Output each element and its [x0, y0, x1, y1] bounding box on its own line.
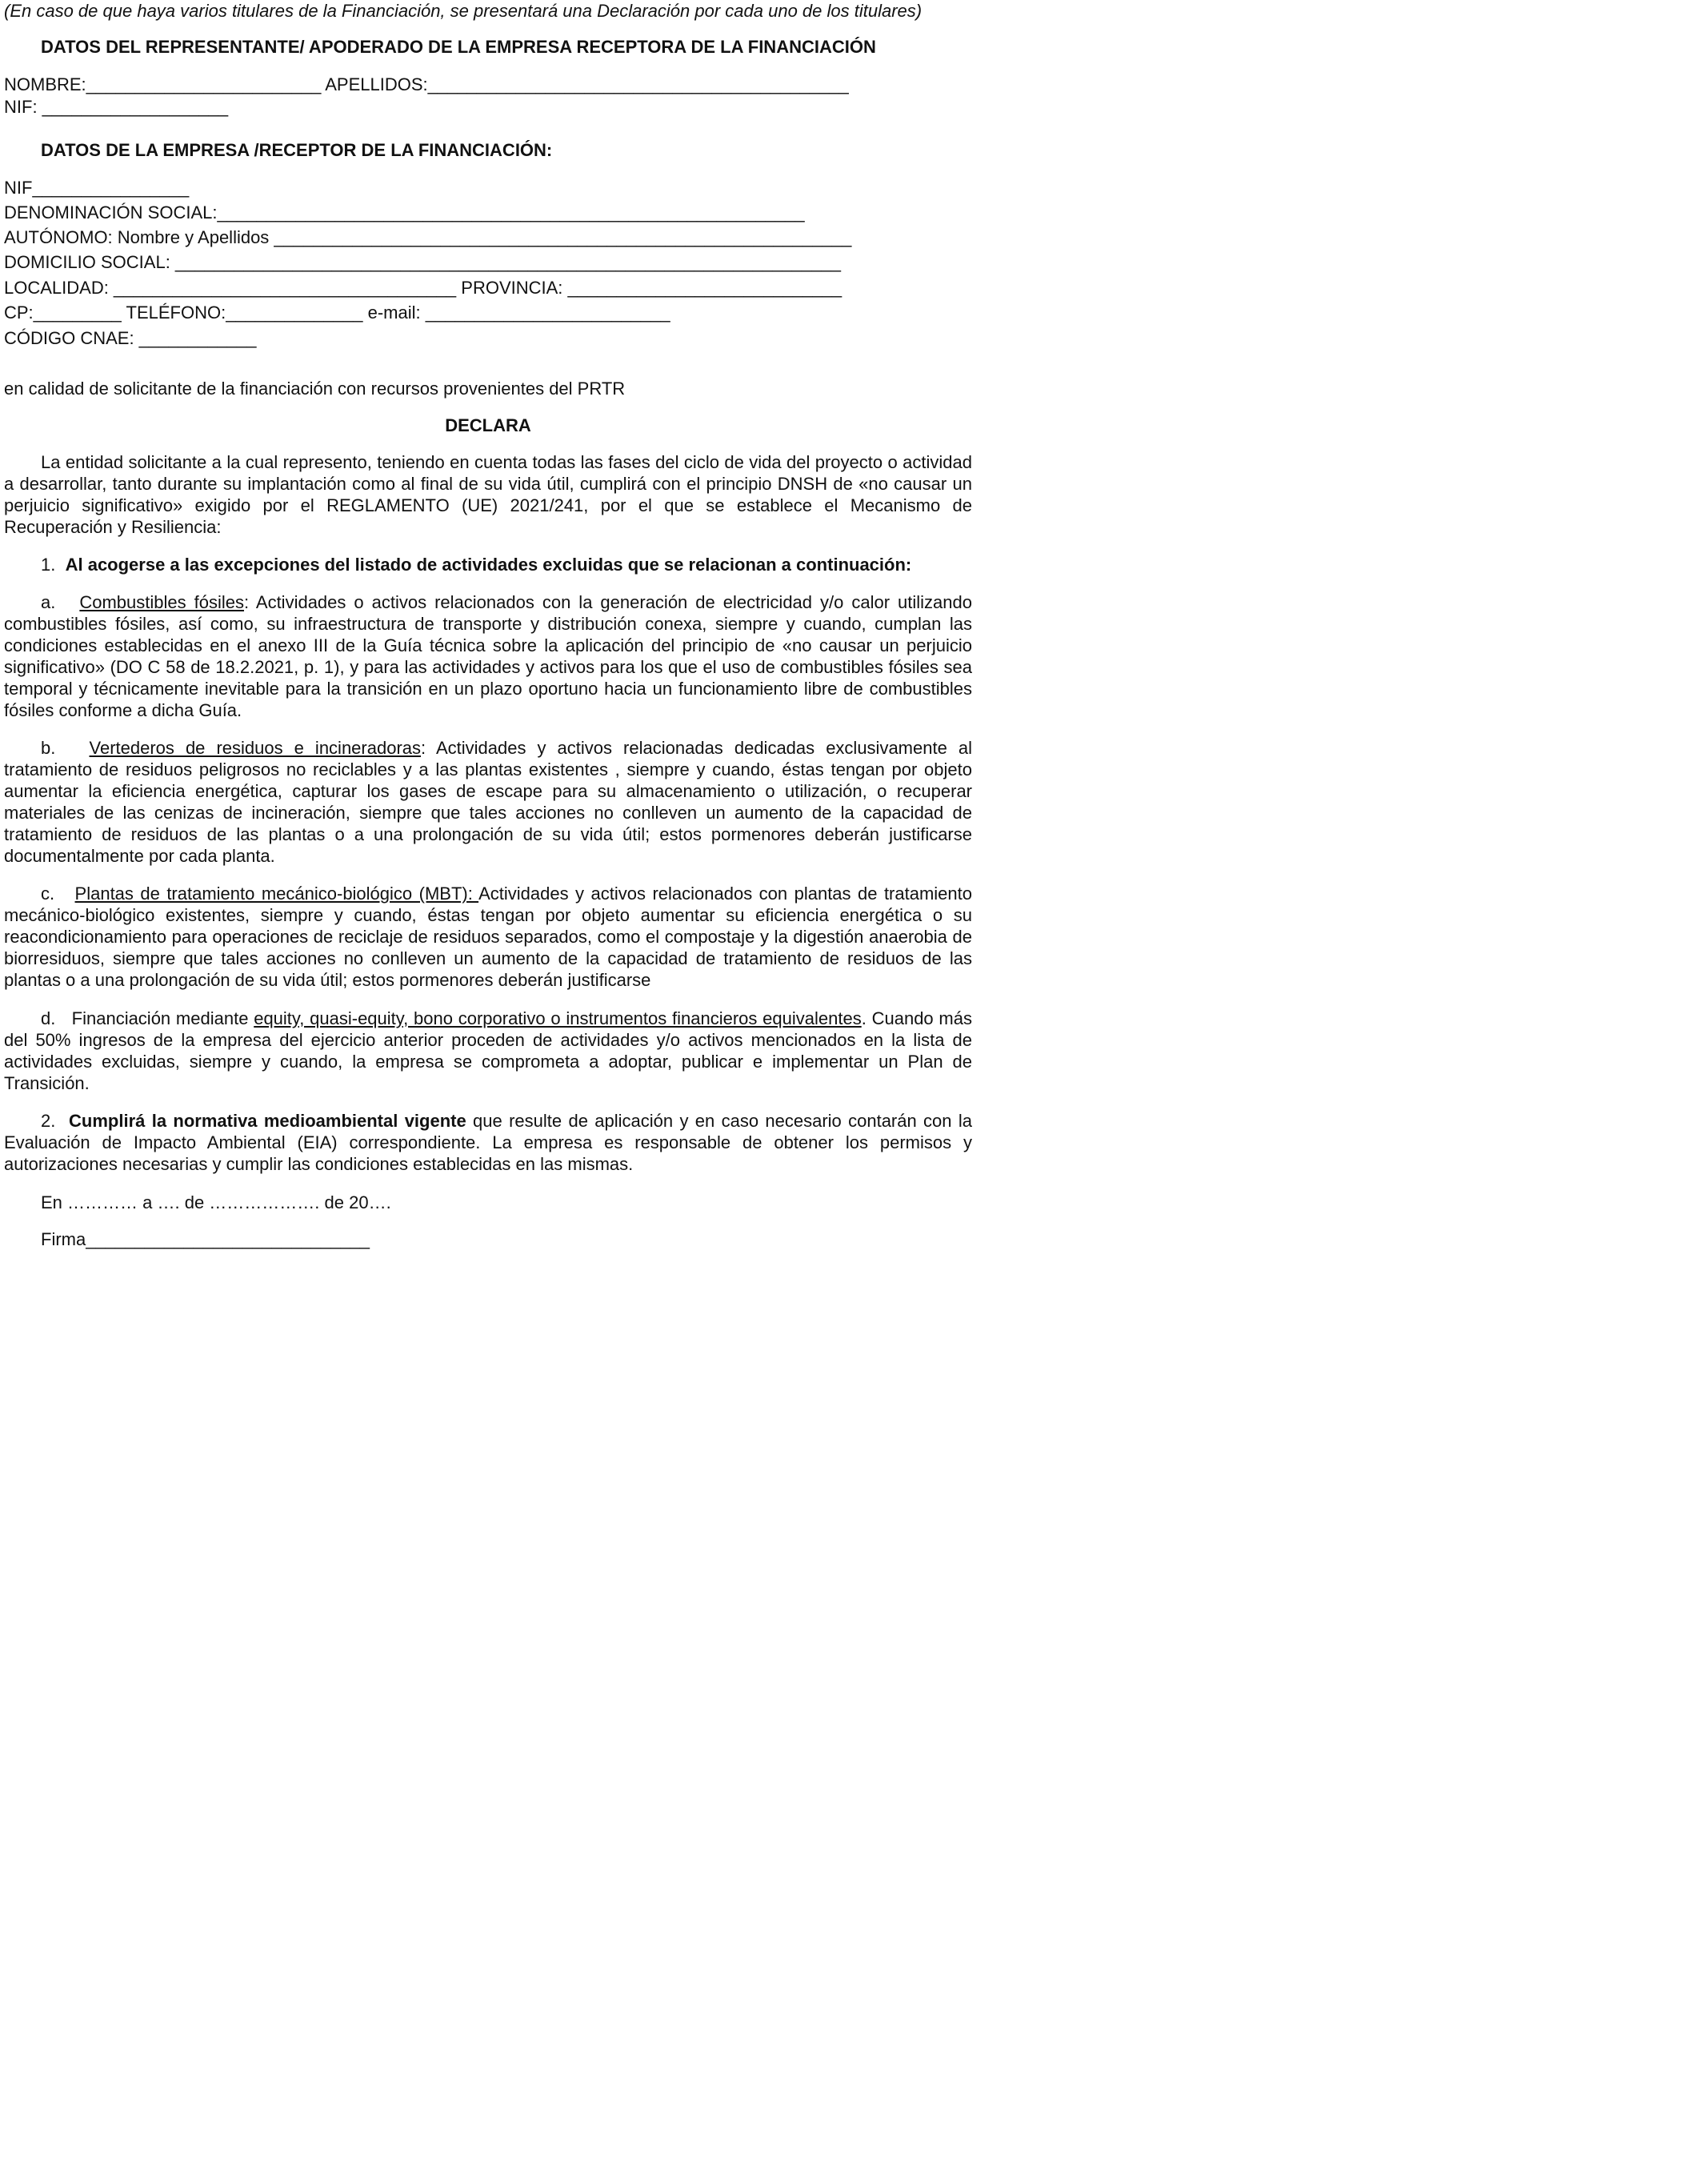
representante-nif-line: NIF: ___________________ — [4, 97, 229, 117]
calidad-text: en calidad de solicitante de la financiación con recursos provenientes del PRTR — [4, 379, 626, 399]
domicilio-social-line: DOMICILIO SOCIAL: ____________________________________________________________________ — [4, 252, 841, 272]
item-a-title: Combustibles fósiles — [79, 592, 244, 612]
denominacion-social-line: DENOMINACIÓN SOCIAL:____________________________________________________________ — [4, 202, 805, 222]
item-d-pre: Financiación mediante — [71, 1008, 254, 1028]
codigo-cnae-line: CÓDIGO CNAE: ____________ — [4, 328, 257, 348]
cp-telefono-email-line: CP:_________ TELÉFONO:______________ e-mail: _________________________ — [4, 303, 670, 323]
autonomo-line: AUTÓNOMO: Nombre y Apellidos ___________________________________________________________ — [4, 227, 852, 247]
item-1-text: Al acogerse a las excepciones del listado de actividades excluidas que se relacionan a continuación: — [65, 555, 912, 575]
item-b-text: : Actividades y activos relacionadas dedicadas exclusivamente al tratamiento de residuos peligrosos no reciclables y a las plantas existentes , siempre y cuando, éstas tengan por objeto aumentar la eficiencia energética, capturar los gases de escape para su almacenamiento o utilización, o recuperar materiales de las cenizas de incineración, siempre que tales acciones no conlleven un aumento de la capacidad de tratamiento de residuos de las plantas o a una prolongación de su vida útil; estos pormenores deberán justificarse documentalmente por cada planta. — [4, 738, 972, 866]
item-d-text: . Cuando más del 50% ingresos de la empresa del ejercicio anterior proceden de actividades y/o activos mencionados en la lista de actividades excluidas, siempre y cuando, la empresa se comprometa a adoptar, publicar e implementar un Plan de Transición. — [4, 1008, 972, 1093]
item-b-paragraph — [4, 737, 972, 867]
item-2-paragraph — [4, 1110, 972, 1175]
item-c-title: Plantas de tratamiento mecánico-biológico (MBT): — [74, 884, 479, 904]
item-d-paragraph — [4, 1008, 972, 1094]
item-b-title: Vertederos de residuos e incineradoras — [89, 738, 422, 758]
item-2-number: 2. — [41, 1111, 56, 1131]
item-d-title: equity, quasi-equity, bono corporativo o instrumentos financieros equivalentes — [254, 1008, 862, 1028]
item-1-number: 1. — [41, 555, 56, 575]
item-b-letter: b. — [41, 738, 56, 758]
item-c-text: Actividades y activos relacionados con plantas de tratamiento mecánico-biológico existentes, siempre y cuando, éstas tengan por objeto aumentar su eficiencia energética o su reacondicionamiento para operaciones de reciclaje de residuos separados, como el compostaje y la digestión anaerobia de biorresiduos, siempre que tales acciones no conlleven un aumento de la capacidad de tratamiento de residuos de las plantas o a una prolongación de su vida útil; estos pormenores deberán justificarse — [4, 884, 972, 990]
declara-heading: DECLARA — [445, 415, 531, 435]
item-c-letter: c. — [41, 884, 55, 904]
representante-nombre-apellidos-line: NOMBRE:________________________ APELLIDOS:___________________________________________ — [4, 74, 849, 94]
section-empresa-title: DATOS DE LA EMPRESA /RECEPTOR DE LA FINANCIACIÓN: — [41, 140, 553, 160]
firma-line: Firma_____________________________ — [41, 1229, 370, 1249]
item-a-letter: a. — [41, 592, 56, 612]
intro-text: La entidad solicitante a la cual represento, teniendo en cuenta todas las fases del ciclo de vida del proyecto o actividad a desarrollar, tanto durante su implantación como al final de su vida útil, cumplirá con el principio DNSH de «no causar un perjuicio significativo» exigido por el REGLAMENTO (UE) 2021/241, por el que se establece el Mecanismo de Recuperación y Resiliencia: — [4, 452, 972, 537]
item-c-paragraph — [4, 883, 972, 991]
item-d-letter: d. — [41, 1008, 56, 1028]
intro-paragraph — [4, 451, 972, 538]
item-a-paragraph — [4, 591, 972, 721]
note-text: (En caso de que haya varios titulares de la Financiación, se presentará una Declaración por cada uno de los titulares) — [4, 1, 923, 21]
item-1 — [41, 554, 911, 576]
item-2-bold: Cumplirá la normativa medioambiental vigente — [69, 1111, 466, 1131]
fecha-line: En ………… a …. de ………………. de 20…. — [41, 1192, 391, 1212]
section-representante-title: DATOS DEL REPRESENTANTE/ APODERADO DE LA EMPRESA RECEPTORA DE LA FINANCIACIÓN — [41, 37, 876, 57]
item-2-text: que resulte de aplicación y en caso necesario contarán con la Evaluación de Impacto Ambiental (EIA) correspondiente. La empresa es responsable de obtener los permisos y autorizaciones necesarias y cumplir las condiciones establecidas en las mismas. — [4, 1111, 972, 1174]
item-a-text: : Actividades o activos relacionados con la generación de electricidad y/o calor utilizando combustibles fósiles, así como, su infraestructura de transporte y distribución conexa, siempre y cuando, cumplan las condiciones establecidas en el anexo III de la Guía técnica sobre la aplicación del principio de «no causar un perjuicio significativo» (DO C 58 de 18.2.2021, p. 1), y para las actividades y activos para los que el uso de combustibles fósiles sea temporal y técnicamente inevitable para la transición en un plazo oportuno hacia un funcionamiento libre de combustibles fósiles conforme a dicha Guía. — [4, 592, 972, 720]
localidad-provincia-line: LOCALIDAD: ___________________________________ PROVINCIA: ____________________________ — [4, 278, 842, 298]
empresa-nif-line: NIF________________ — [4, 178, 190, 198]
